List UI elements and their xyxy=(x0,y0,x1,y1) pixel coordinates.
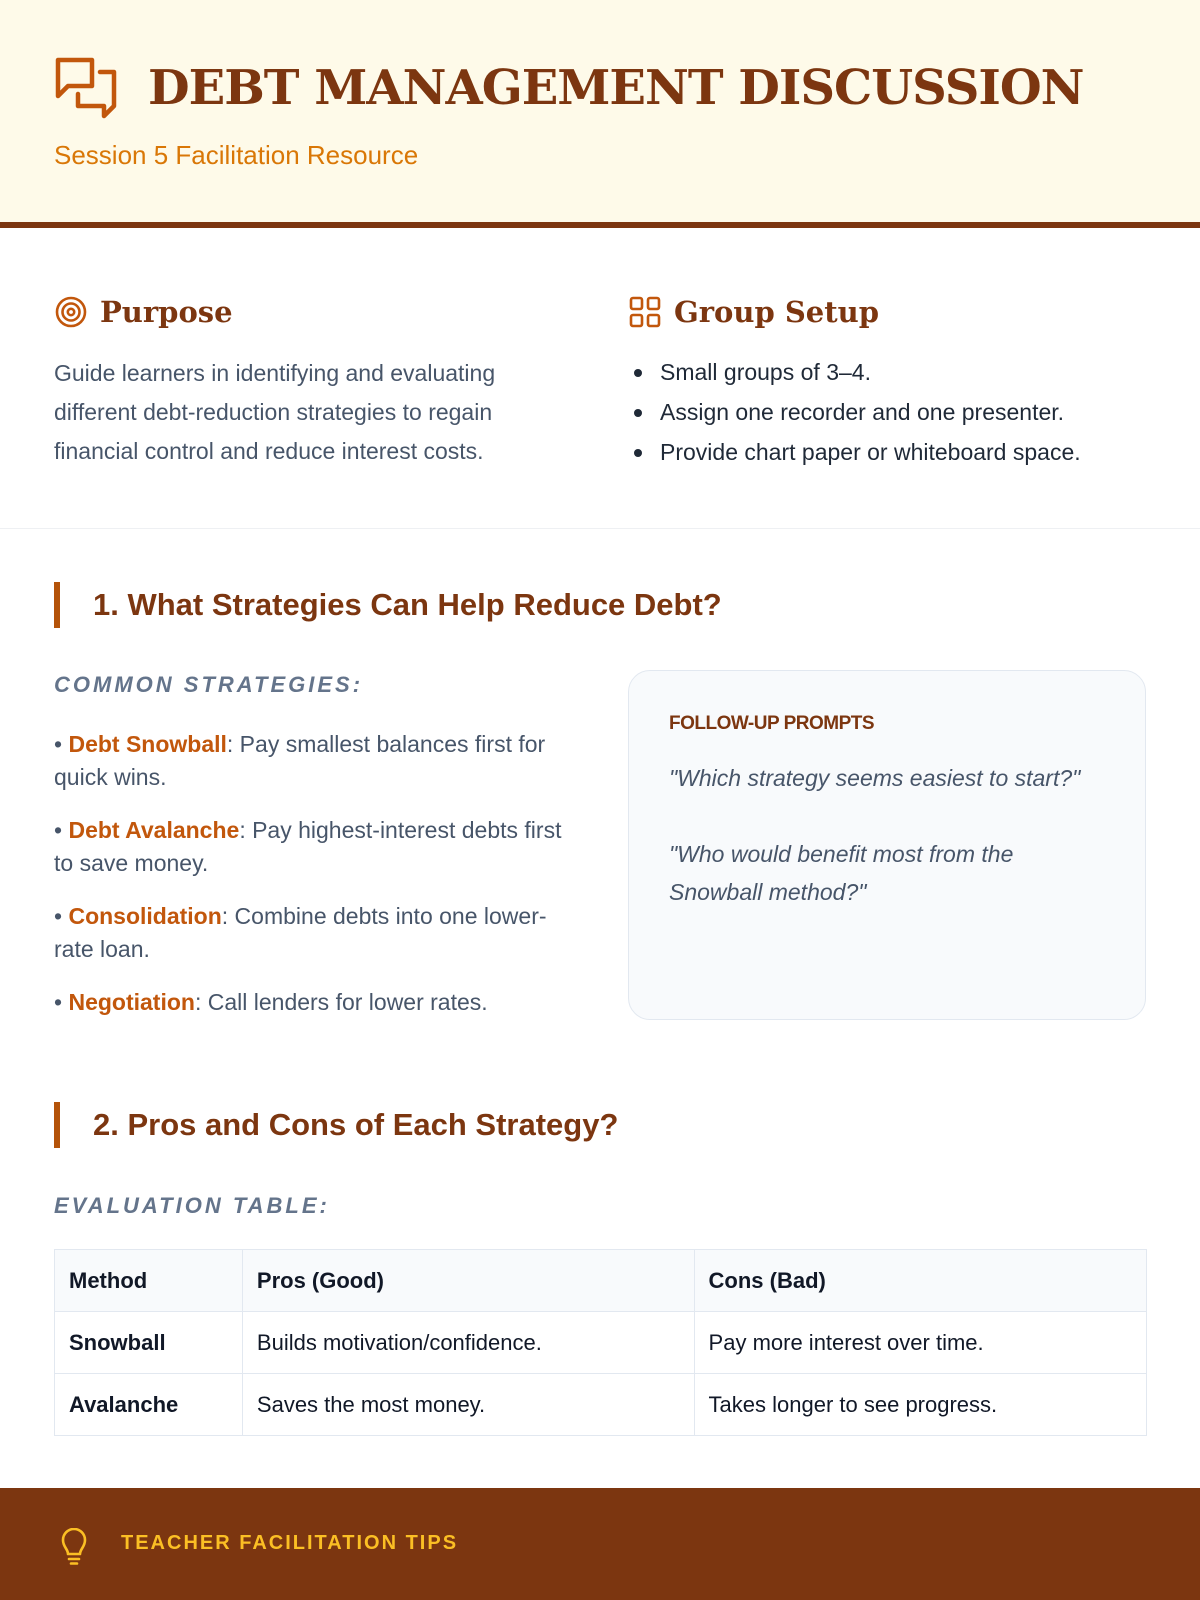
table-header-row xyxy=(55,1250,1147,1312)
list-item: • Consolidation: Combine debts into one lower-rate loan. xyxy=(54,903,547,962)
tips-footer-label: TEACHER FACILITATION TIPS xyxy=(121,1532,459,1554)
table-cell: Saves the most money. xyxy=(242,1374,694,1436)
group-setup-list xyxy=(628,352,1168,472)
lightbulb-icon xyxy=(58,1528,90,1566)
strategy-desc: : Combine debts into one lower-rate loan. xyxy=(54,903,547,962)
purpose-heading-text: Purpose xyxy=(100,295,233,329)
list-item: • Debt Snowball: Pay smallest balances first for quick wins. xyxy=(54,731,546,790)
section-2-title: 2. Pros and Cons of Each Strategy? xyxy=(54,1102,618,1148)
list-item: Assign one recorder and one presenter. xyxy=(628,392,1168,432)
column-header: Pros (Good) xyxy=(242,1250,694,1312)
group-setup-heading xyxy=(628,290,1168,334)
prompt-question: "Which strategy seems easiest to start?" xyxy=(669,765,1081,791)
strategy-name: Consolidation xyxy=(68,903,222,929)
list-item: Small groups of 3–4. xyxy=(628,352,1168,392)
page-title: DEBT MANAGEMENT DISCUSSION xyxy=(148,60,1084,116)
chat-bubbles-icon xyxy=(54,56,118,120)
table-cell: Pay more interest over time. xyxy=(694,1312,1146,1374)
section-1-title: 1. What Strategies Can Help Reduce Debt? xyxy=(54,582,722,628)
group-setup-heading-text: Group Setup xyxy=(674,295,879,329)
strategy-desc: : Call lenders for lower rates. xyxy=(194,989,488,1015)
evaluation-table xyxy=(54,1249,1147,1436)
table-cell: Avalanche xyxy=(55,1374,243,1436)
table-row xyxy=(55,1312,1147,1374)
page-header xyxy=(0,0,1200,228)
purpose-heading xyxy=(54,290,554,334)
follow-up-prompts-label: FOLLOW-UP PROMPTS xyxy=(669,713,875,734)
follow-up-prompts-box xyxy=(628,670,1146,1020)
list-item: • Debt Avalanche: Pay highest-interest debts first to save money. xyxy=(54,817,562,876)
table-row xyxy=(55,1374,1147,1436)
list-item: Provide chart paper or whiteboard space. xyxy=(628,432,1168,472)
strategies-list xyxy=(54,728,574,1039)
table-cell: Snowball xyxy=(55,1312,243,1374)
purpose-section xyxy=(54,290,554,471)
table-cell: Builds motivation/confidence. xyxy=(242,1312,694,1374)
strategy-name: Debt Avalanche xyxy=(68,817,240,843)
page-subtitle: Session 5 Facilitation Resource xyxy=(54,140,419,170)
prompt-question: "Who would benefit most from the Snowball method?" xyxy=(669,841,1014,905)
group-setup-section xyxy=(628,290,1168,472)
table-cell: Takes longer to see progress. xyxy=(694,1374,1146,1436)
target-icon xyxy=(54,295,88,329)
tips-footer xyxy=(0,1488,1200,1600)
purpose-text: Guide learners in identifying and evaluating different debt-reduction strategies to regain financial control and reduce interest costs. xyxy=(54,360,496,464)
grid-icon xyxy=(628,295,662,329)
common-strategies-label: COMMON STRATEGIES: xyxy=(54,672,364,697)
evaluation-table-label: EVALUATION TABLE: xyxy=(54,1193,330,1218)
strategy-name: Negotiation xyxy=(68,989,195,1015)
strategy-desc: : Pay smallest balances first for quick wins. xyxy=(54,731,546,790)
strategy-name: Debt Snowball xyxy=(68,731,227,757)
column-header: Cons (Bad) xyxy=(694,1250,1146,1312)
strategy-desc: : Pay highest-interest debts first to save money. xyxy=(54,817,562,876)
section-divider xyxy=(0,528,1200,529)
list-item: • Negotiation: Call lenders for lower rates. xyxy=(54,989,488,1015)
column-header: Method xyxy=(55,1250,243,1312)
